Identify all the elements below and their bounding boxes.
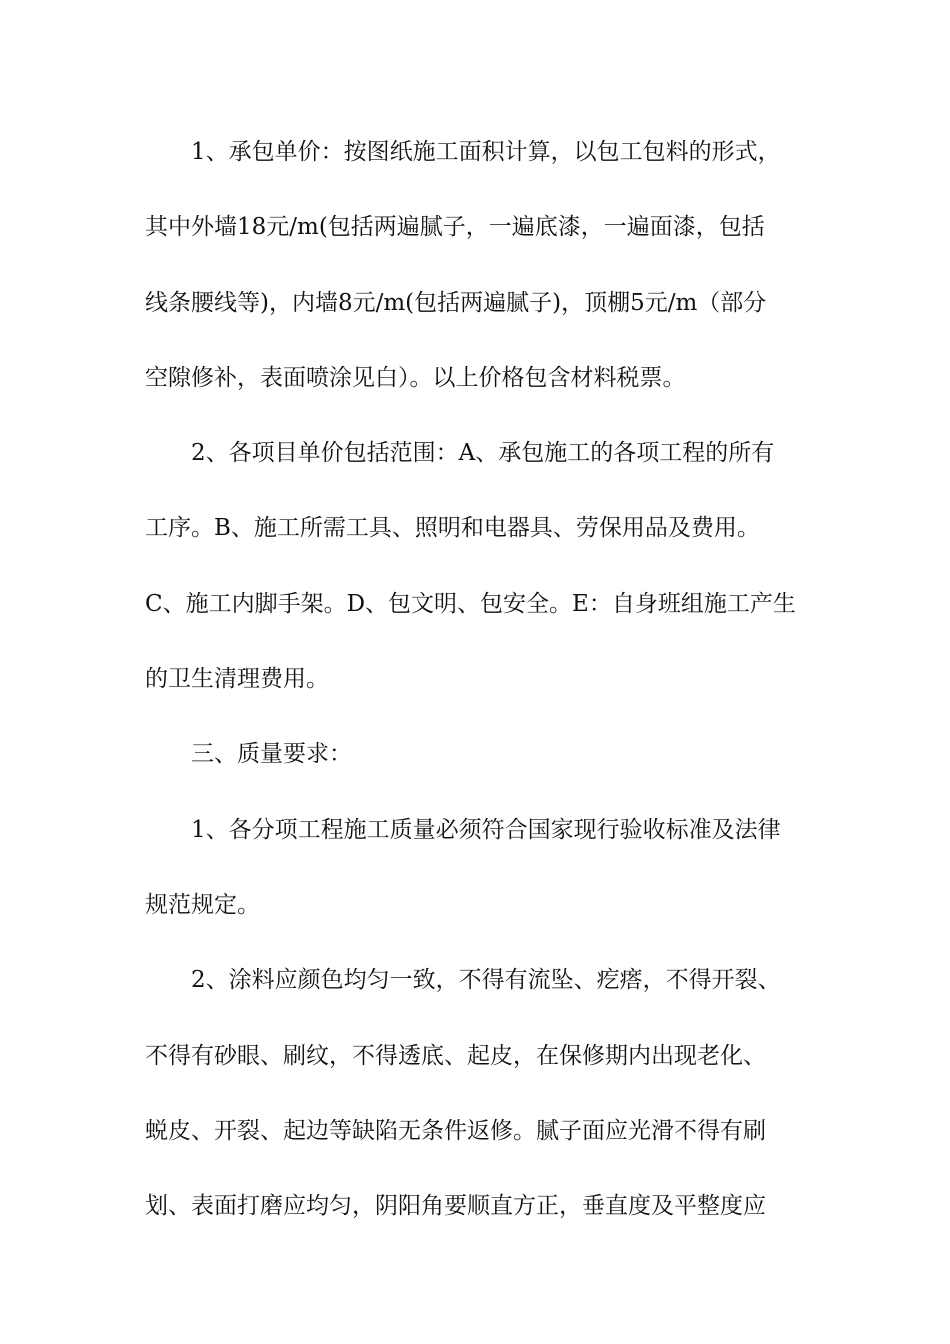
paragraph-line: 的卫生清理费用。 [145, 666, 329, 693]
paragraph-line: 1、承包单价：按图纸施工面积计算，以包工包料的形式， [191, 139, 781, 165]
document-body [145, 131, 810, 1260]
paragraph-line: 线条腰线等)，内墙8元/m(包括两遍腻子)，顶棚5元/m（部分 [145, 289, 767, 316]
paragraph-line: 划、表面打磨应均匀，阴阳角要顺直方正，垂直度及平整度应 [145, 1193, 766, 1220]
paragraph-line: 其中外墙18元/m(包括两遍腻子，一遍底漆，一遍面漆，包括 [145, 214, 765, 241]
paragraph-line: 2、各项目单价包括范围：A、承包施工的各项工程的所有 [191, 440, 775, 467]
paragraph-line: 工序。B、施工所需工具、照明和电器具、劳保用品及费用。 [145, 515, 760, 542]
paragraph-line: 蜕皮、开裂、起边等缺陷无条件返修。腻子面应光滑不得有刷 [145, 1117, 766, 1144]
paragraph-line: 空隙修补，表面喷涂见白）。以上价格包含材料税票。 [145, 364, 686, 391]
paragraph-line: 1、各分项工程施工质量必须符合国家现行验收标准及法律 [191, 816, 781, 843]
paragraph-line: 不得有砂眼、刷纹，不得透底、起皮，在保修期内出现老化、 [145, 1042, 766, 1069]
section-heading: 三、质量要求： [191, 741, 352, 768]
paragraph-line: C、施工内脚手架。D、包文明、包安全。E：自身班组施工产生 [145, 590, 796, 617]
paragraph-line: 2、涂料应颜色均匀一致，不得有流坠、疙瘩，不得开裂、 [191, 967, 781, 994]
paragraph-line: 规范规定。 [145, 891, 260, 918]
